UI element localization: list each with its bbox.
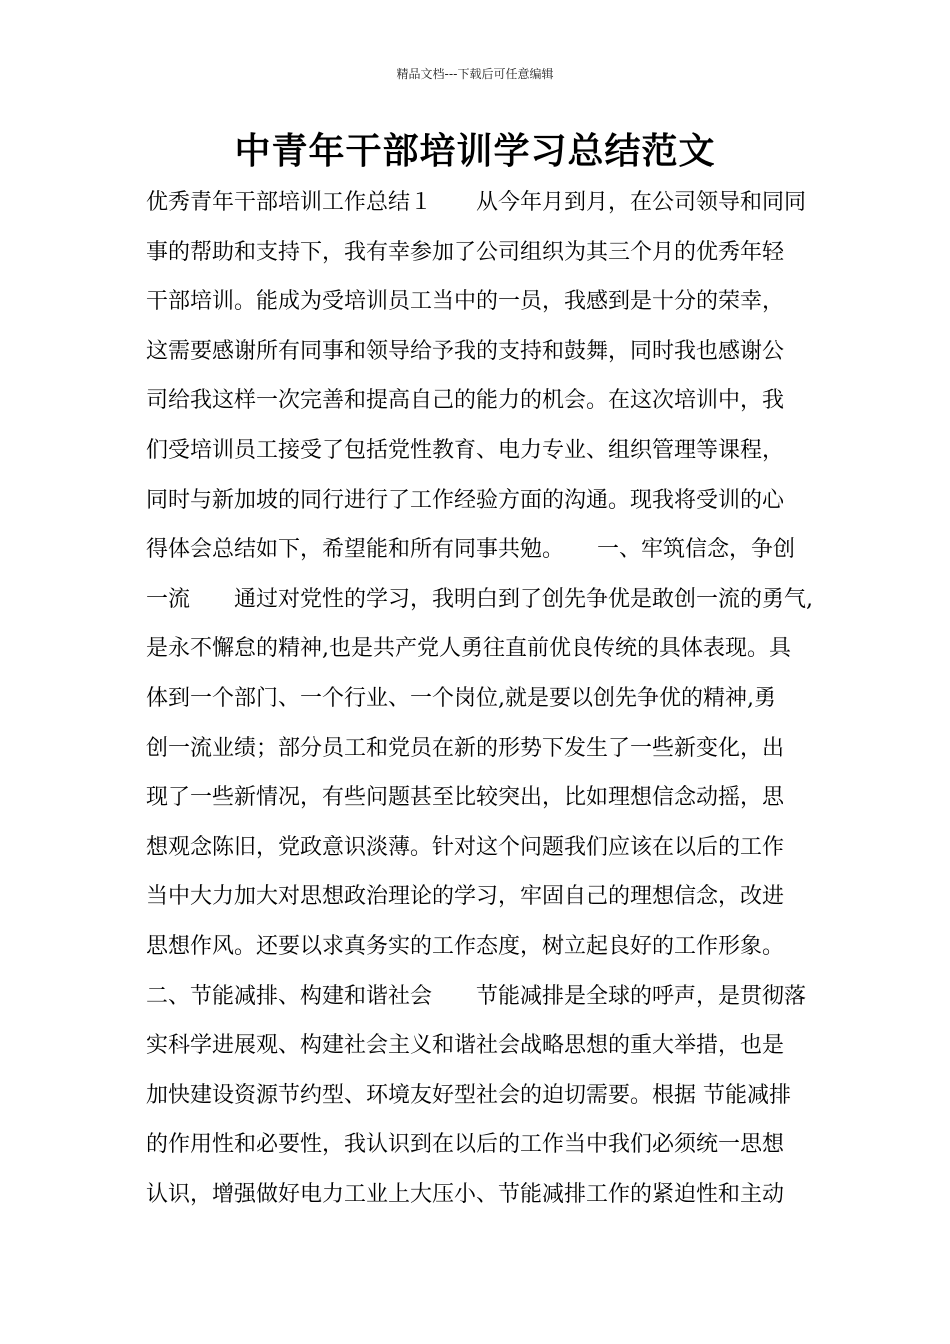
document-title: 中青年干部培训学习总结范文 (234, 131, 716, 172)
header-note: 精品文档---下载后可任意编辑 (396, 67, 554, 81)
text-line: 现了一些新情况，有些问题甚至比较突出，比如理想信念动摇，思 (146, 785, 785, 811)
text-line: 同时与新加坡的同行进行了工作经验方面的沟通。现我将受训的心 (146, 487, 785, 513)
document-body (146, 178, 816, 1219)
text-line: 思想作风。还要以求真务实的工作态度，树立起良好的工作形象。 (146, 933, 785, 959)
text-line: 二、节能减排、构建和谐社会 节能减排是全球的呼声，是贯彻落 (146, 983, 807, 1009)
text-line: 创一流业绩；部分员工和党员在新的形势下发生了一些新变化，出 (146, 735, 785, 761)
text-line: 司给我这样一次完善和提高自己的能力的机会。在这次培训中，我 (146, 388, 785, 414)
text-line: 体到一个部门、一个行业、一个岗位,就是要以创先争优的精神,勇 (146, 685, 776, 711)
text-line: 的作用性和必要性，我认识到在以后的工作当中我们必须统一思想 (146, 1132, 785, 1158)
text-line: 当中大力加大对思想政治理论的学习，牢固自己的理想信念，改进 (146, 884, 785, 910)
text-line: 一流 通过对党性的学习，我明白到了创先争优是敢创一流的勇气, (146, 586, 813, 612)
text-line: 们受培训员工接受了包括党性教育、电力专业、组织管理等课程， (146, 437, 785, 463)
text-line: 这需要感谢所有同事和领导给予我的支持和鼓舞，同时我也感谢公 (146, 338, 785, 364)
text-line: 事的帮助和支持下，我有幸参加了公司组织为其三个月的优秀年轻 (146, 239, 785, 265)
text-line: 认识，增强做好电力工业上大压小、节能减排工作的紧迫性和主动 (146, 1181, 785, 1207)
text-line: 实科学进展观、构建社会主义和谐社会战略思想的重大举措，也是 (146, 1033, 785, 1059)
text-line: 是永不懈怠的精神,也是共产党人勇往直前优良传统的具体表现。具 (146, 636, 791, 662)
text-line: 加快建设资源节约型、环境友好型社会的迫切需要。根据 节能减排 (146, 1082, 791, 1108)
text-line: 想观念陈旧，党政意识淡薄。针对这个问题我们应该在以后的工作 (146, 834, 785, 860)
text-line: 得体会总结如下，希望能和所有同事共勉。 一、牢筑信念，争创 (146, 537, 796, 563)
text-line: 优秀青年干部培训工作总结１ 从今年月到月，在公司领导和同同 (146, 190, 807, 215)
text-line: 干部培训。能成为受培训员工当中的一员，我感到是十分的荣幸， (146, 289, 785, 315)
